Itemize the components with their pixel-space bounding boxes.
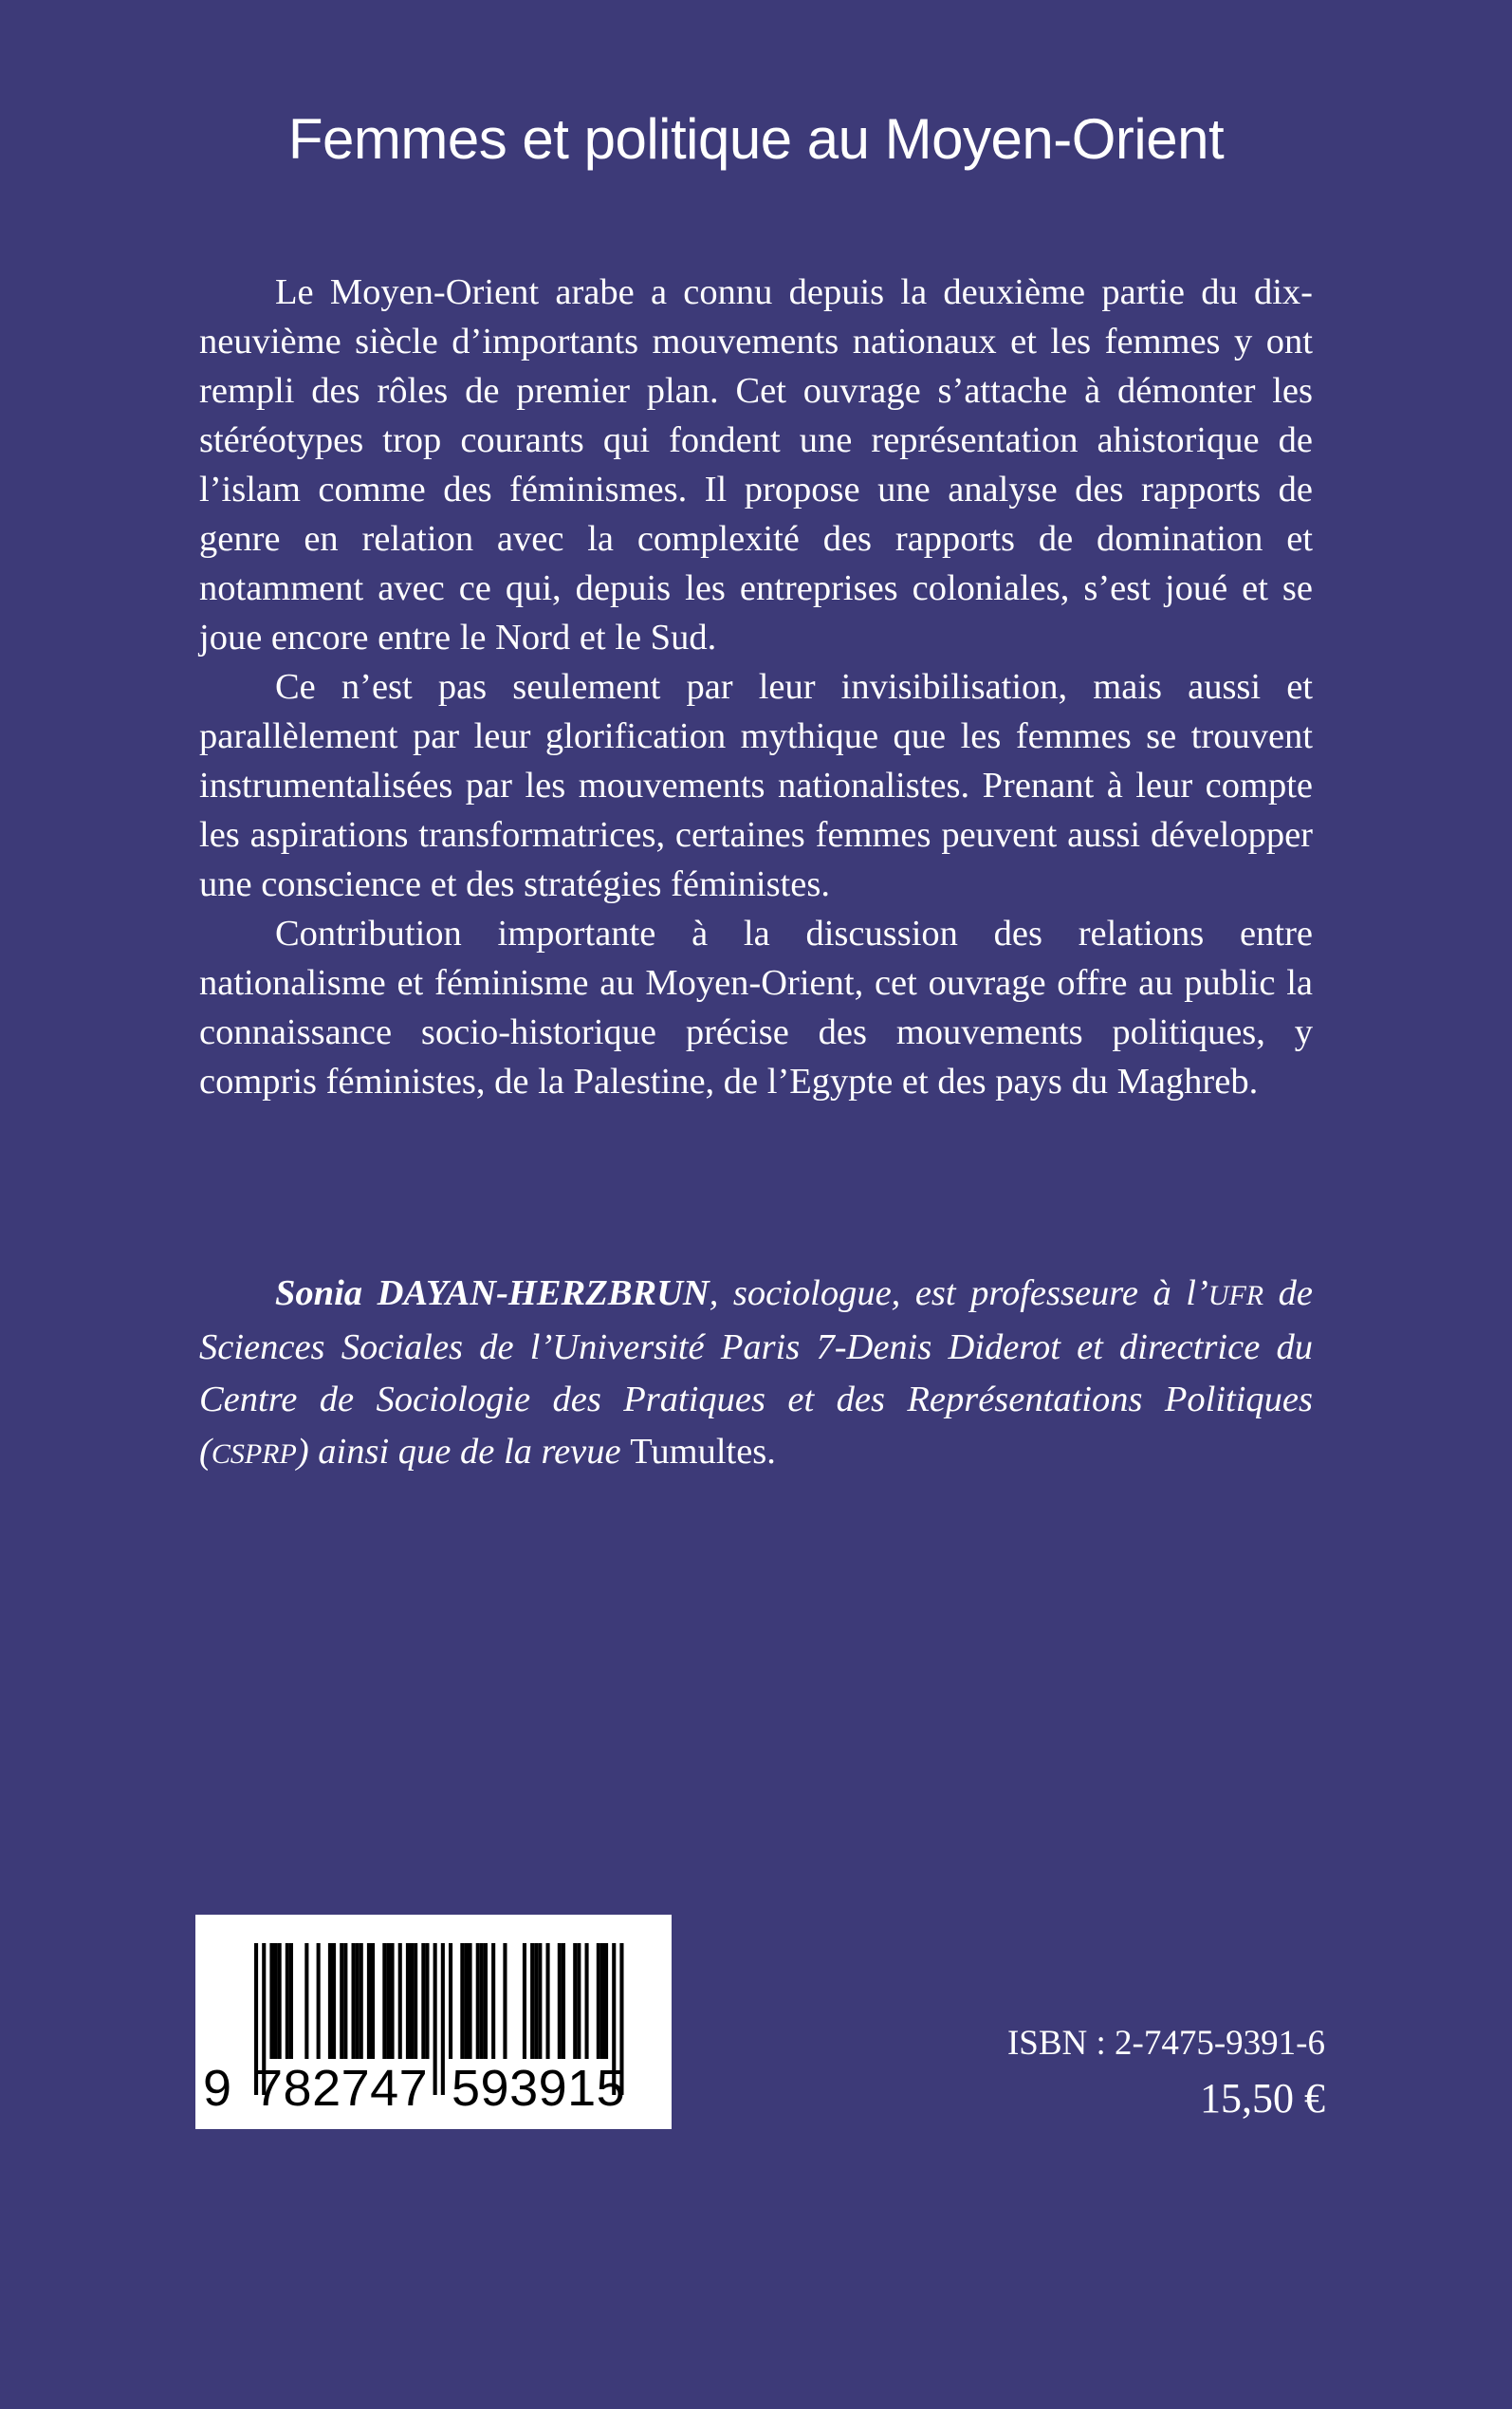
barcode-bar [597,1943,600,2059]
barcode-bar [391,1943,395,2059]
barcode-bar [469,1943,472,2059]
barcode-bar [534,1943,538,2059]
barcode-bar [604,1943,608,2059]
barcode-bar [304,1943,308,2059]
barcode-bar [371,1943,375,2059]
barcode-bar [480,1943,484,2059]
price: 15,50 € [1200,2075,1325,2122]
barcode-bar [414,1943,417,2059]
barcode-bar [558,1943,562,2059]
barcode-bar [538,1943,542,2059]
barcode-bar [340,1943,343,2059]
author-bio-part-1: , sociologue, est professeure à l’ [709,1273,1208,1313]
barcode-bar [421,1943,425,2059]
barcode-bar [476,1943,480,2059]
barcode-bar [367,1943,371,2059]
barcode [195,1915,672,2129]
author-name: Sonia DAYAN-HERZBRUN [275,1273,710,1313]
author-bio [199,1268,1313,1480]
barcode-bar [343,1943,347,2059]
barcode-guard-bar [441,1943,445,2095]
barcode-digit-group-1: 782747 [254,2060,429,2117]
barcode-bar [573,1943,577,2059]
barcode-bar [382,1943,386,2059]
barcode-bar [386,1943,390,2059]
barcode-bar [577,1943,581,2059]
barcode-digit-group-2: 593915 [452,2060,626,2117]
author-bio-end: . [766,1432,776,1472]
barcode-bar [464,1943,468,2059]
blurb [199,268,1313,1106]
barcode-bar [352,1943,356,2059]
barcode-bar [398,1943,402,2059]
barcode-bar [328,1943,332,2059]
author-bio-part-3: ) ainsi que de la revue [296,1432,631,1472]
barcode-bar [289,1943,293,2059]
barcode-bar [269,1943,273,2059]
blurb-paragraph-2: Ce n’est pas seulement par leur invisibilisation, mais aussi et parallèlement par leur glorification mythique que les femmes se trouvent instrumentalisées par les mouvements nationalistes. Prenant à leur compte les aspirations transformatrices, certaines femmes peuvent aussi développer une conscience et des stratégies féministes. [199,667,1313,904]
journal-name: Tumultes [630,1432,767,1472]
barcode-bar [585,1943,589,2059]
barcode-bar [460,1943,464,2059]
barcode-bar [530,1943,534,2059]
blurb-paragraph-3: Contribution importante à la discussion des relations entre nationalisme et féminisme au Moyen-Orient, cet ouvrage offre au public la connaissance socio-historique précise des mouvements politiques, y compris féministes, de la Palestine, de l’Egypte et des pays du Maghreb. [199,914,1313,1102]
barcode-bar [562,1943,565,2059]
blurb-paragraph-1: Le Moyen-Orient arabe a connu depuis la deuxième partie du dix-neuvième siècle d’importants mouvements nationaux et les femmes y ont rempli des rôles de premier plan. Cet ouvrage s’attache à démonter les stéréotypes trop courants qui fondent une représentation ahistorique de l’islam comme des féminismes. Il propose une analyse des rapports de genre en relation avec la complexité des rapports de domination et notamment avec ce qui, depuis les entreprises coloniales, s’est joué et se joue encore entre le Nord et le Sud. [199,272,1313,658]
barcode-bar [356,1943,360,2059]
barcode-bar [425,1943,429,2059]
barcode-bar [600,1943,604,2059]
author-bio-csprp: CSPRP [211,1438,297,1470]
author-bio-part-2: de Sciences Sociales de l’Université Paris 7-Denis Diderot et directrice du Centre de Sociologie des Pratiques et des Représentations Politiques ( [199,1273,1314,1472]
isbn: ISBN : 2-7475-9391-6 [1006,2024,1325,2063]
barcode-bar [278,1943,282,2059]
barcode-bar [503,1943,507,2059]
barcode-bar [449,1943,452,2059]
barcode-first-digit: 9 [203,2060,232,2117]
barcode-bar [360,1943,363,2059]
barcode-guard-bar [433,1943,437,2095]
barcode-bar [332,1943,336,2059]
book-title: Femmes et politique au Moyen-Orient [287,107,1225,171]
barcode-bar [317,1943,321,2059]
barcode-bar [523,1943,526,2059]
author-bio-ufr: UFR [1208,1280,1264,1311]
barcode-bar [491,1943,495,2059]
barcode-bar [274,1943,278,2059]
barcode-bar [546,1943,550,2059]
barcode-bar [484,1943,488,2059]
barcode-bar [286,1943,289,2059]
barcode-bar [406,1943,410,2059]
barcode-bar [410,1943,414,2059]
